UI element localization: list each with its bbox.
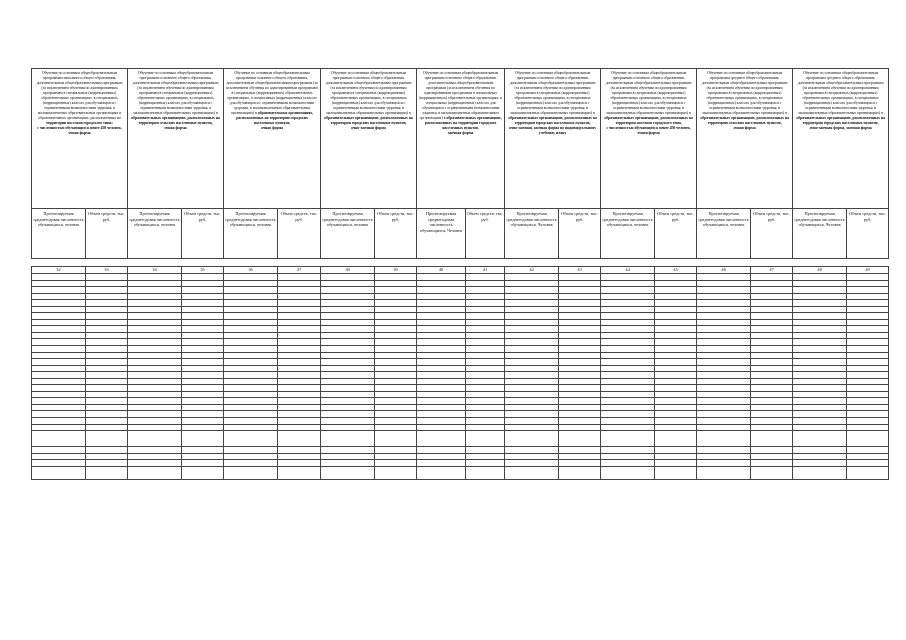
group-header-3: [224, 69, 321, 209]
group-header-text: Обучение по основным общеобразовательным программам среднего общего образования, дополнительным общеобразовательным программам (за исключением обучения по адаптированным программам в специальных (коррекционных) образовательных организациях, в специальных (коррекционных) классах для обучающихся с ограниченными возможностями здоровья, в малокомплектных образовательных организациях) в: [797, 71, 884, 115]
volume-header-text: Объем средств, тыс. руб.: [466, 211, 504, 222]
gap-cell: [505, 259, 559, 267]
data-cell[interactable]: [751, 466, 793, 479]
group-header-location: образовательных организациях, расположенных на территории городских населенных пунктов,: [796, 116, 885, 125]
data-cell[interactable]: [278, 431, 321, 447]
data-cell[interactable]: [601, 431, 655, 447]
data-cell[interactable]: [655, 431, 697, 447]
data-cell[interactable]: [466, 431, 505, 447]
data-cell[interactable]: [86, 431, 128, 447]
data-cell[interactable]: [793, 431, 847, 447]
group-header-6: [505, 69, 601, 209]
data-cell[interactable]: [505, 466, 559, 479]
count-header: [505, 209, 559, 259]
volume-header-text: Объем средств, тыс. руб.: [849, 211, 887, 222]
group-header-form: заочная форма: [447, 131, 474, 135]
data-cell[interactable]: [847, 431, 889, 447]
group-header-form: очная форма: [733, 126, 756, 130]
group-header-form: очная форма: [164, 126, 187, 130]
count-header-text: Прогнозируемая среднегодовая численность обучающихся, человек: [33, 211, 84, 228]
budget-table: [31, 68, 889, 480]
gap-cell: [466, 259, 505, 267]
column-number: 49: [847, 267, 889, 274]
data-cell[interactable]: [224, 431, 278, 447]
gap-cell: [86, 259, 128, 267]
gap-cell: [278, 259, 321, 267]
column-number: 42: [505, 267, 559, 274]
data-cell[interactable]: [128, 431, 182, 447]
column-number: 44: [601, 267, 655, 274]
group-header-location: образовательных организациях, расположенных на территории сельских населенных пунктов,: [131, 116, 220, 125]
data-cell[interactable]: [751, 431, 793, 447]
data-cell[interactable]: [32, 431, 86, 447]
gap-cell: [697, 259, 751, 267]
data-cell[interactable]: [847, 466, 889, 479]
data-cell[interactable]: [182, 466, 224, 479]
count-header: [32, 209, 86, 259]
gap-cell: [417, 259, 466, 267]
gap-cell: [128, 259, 182, 267]
count-header: [224, 209, 278, 259]
column-number: 46: [697, 267, 751, 274]
group-header-location: образовательных организациях, расположенных на территории сельских населенных пунктов,: [700, 116, 789, 125]
group-header-8: [697, 69, 793, 209]
group-header-location: территории поселков городского типа»: [45, 121, 114, 125]
group-header-form: очно-заочная, заочная форма по индивидуальному учебному плану: [509, 126, 597, 135]
group-header-location: образовательных организациях, расположенных на территории городских населенных пунктов,: [424, 116, 502, 130]
column-number: 39: [375, 267, 417, 274]
column-number: 32: [32, 267, 86, 274]
group-header-text: Обучение по основным общеобразовательным программам основного общего образования, дополнительным общеобразовательным программам (за исключением обучения по адаптированным программам в специальных (коррекционных) образовательных организациях, в специальных (коррекционных) классах для обучающихся с ограниченными возможностями здоровья, в малокомплектных образовательных организациях) в: [509, 71, 596, 115]
group-header-5: [417, 69, 505, 209]
column-number: 41: [466, 267, 505, 274]
group-header-form: очно-заочная форма, заочная форма: [809, 126, 872, 130]
group-header-text: Обучение по основным общеобразовательным программам основного общего образования, дополнительным общеобразовательным программам (за исключением обучения по адаптированным программам в специальных (коррекционных) образовательных организациях, в специальных (коррекционных) классах для обучающихся с ограниченными возможностями здоровья, в малокомплектных образовательных организациях) в: [419, 71, 502, 120]
volume-header: [559, 209, 601, 259]
data-cell[interactable]: [655, 466, 697, 479]
gap-cell: [32, 259, 86, 267]
data-cell[interactable]: [793, 466, 847, 479]
volume-header-text: Объем средств, тыс. руб.: [377, 211, 414, 222]
data-cell[interactable]: [375, 431, 417, 447]
volume-header-text: Объем средств, тыс. руб.: [280, 211, 318, 222]
group-header-2: [128, 69, 224, 209]
volume-header: [466, 209, 505, 259]
volume-header: [86, 209, 128, 259]
data-cell[interactable]: [417, 431, 466, 447]
data-cell[interactable]: [559, 466, 601, 479]
group-header-location: образовательных организациях, расположенных на территории городских населенных пунктов,: [508, 116, 597, 125]
data-cell[interactable]: [375, 466, 417, 479]
sub-header-row: [32, 209, 889, 259]
group-header-text: Обучение по основным общеобразовательным программам среднего общего образования, дополнительным общеобразовательным программам (за исключением обучения по адаптированным программам в специальных (коррекционных) образовательных организациях, в специальных (коррекционных) классах для обучающихся с ограниченными возможностями здоровья, в малокомплектных образовательных организациях) в: [701, 71, 788, 115]
volume-header: [182, 209, 224, 259]
group-header-form: очно-заочная форма: [351, 126, 386, 130]
count-header: [601, 209, 655, 259]
count-header: [128, 209, 182, 259]
group-header-text: Обучение по основным общеобразовательным программам основного общего образования, дополнительным общеобразовательным программам (за исключением обучения по адаптированным программам в специальных (коррекционных) образовательных организациях, в специальных (коррекционных) классах для обучающихся с ограниченными возможностями здоровья, в малокомплектных образовательных организациях) в: [132, 71, 219, 115]
data-cell[interactable]: [697, 466, 751, 479]
gap-cell: [655, 259, 697, 267]
group-header-location: образовательных организациях, расположенных на территории городских населенных пунктов,: [236, 111, 314, 125]
data-row: [32, 431, 889, 447]
data-cell[interactable]: [601, 466, 655, 479]
gap-cell: [321, 259, 375, 267]
group-header-text: Обучение по основным общеобразовательным программам основного общего образования, дополнительным общеобразовательным программам (за исключением обучения по адаптированным программам в специальных (коррекционных) образовательных организациях, в специальных (коррекционных) классах для обучающихся с ограниченными возможностями здоровья, в малокомплектных образовательных организациях) в: [605, 71, 692, 115]
data-cell[interactable]: [466, 466, 505, 479]
data-cell[interactable]: [559, 431, 601, 447]
column-number: 33: [86, 267, 128, 274]
group-header-9: [793, 69, 889, 209]
count-header: [417, 209, 466, 259]
column-number: 48: [793, 267, 847, 274]
column-number: 40: [417, 267, 466, 274]
volume-header-text: Объем средств, тыс. руб.: [184, 211, 221, 222]
data-cell[interactable]: [32, 466, 86, 479]
data-row: [32, 466, 889, 479]
volume-header: [751, 209, 793, 259]
volume-header-text: Объем средств, тыс. руб.: [561, 211, 599, 222]
count-header-text: Прогнозируемая среднегодовая численность обучающихся, человек: [602, 211, 653, 228]
column-number: 45: [655, 267, 697, 274]
group-header-form: очная форма: [261, 126, 284, 130]
data-cell[interactable]: [182, 431, 224, 447]
column-number: 38: [321, 267, 375, 274]
group-header-4: [321, 69, 417, 209]
data-cell[interactable]: [505, 431, 559, 447]
group-header-row: [32, 69, 889, 209]
data-cell[interactable]: [128, 466, 182, 479]
gap-cell: [847, 259, 889, 267]
column-number: 37: [278, 267, 321, 274]
volume-header: [847, 209, 889, 259]
data-cell[interactable]: [321, 431, 375, 447]
gap-cell: [182, 259, 224, 267]
count-header: [321, 209, 375, 259]
volume-header-text: Объем средств, тыс. руб.: [657, 211, 695, 222]
header-gap-row: [32, 259, 889, 267]
volume-header: [375, 209, 417, 259]
column-number: 43: [559, 267, 601, 274]
count-header: [697, 209, 751, 259]
group-header-text: Обучение по основным общеобразовательным программам основного общего образования, дополнительным общеобразовательным программам (за исключением обучения по адаптированным программам в специальных (коррекционных) образовательных организациях, в специальных (коррекционных) классах для обучающихся с ограниченными возможностями здоровья, в малокомплектных образовательных организациях) в: [325, 71, 412, 115]
count-header-text: Прогнозируемая среднегодовая численность обучающихся, Человек: [419, 211, 463, 233]
column-number: 36: [224, 267, 278, 274]
count-header-text: Прогнозируемая среднегодовая численность обучающихся, человек: [322, 211, 373, 228]
group-header-1: [32, 69, 128, 209]
column-number: 34: [128, 267, 182, 274]
gap-cell: [224, 259, 278, 267]
group-header-form: с численностью обучающихся менее 450 человек, очная форма: [37, 126, 122, 135]
count-header: [793, 209, 847, 259]
data-cell[interactable]: [86, 466, 128, 479]
count-header-text: Прогнозируемая среднегодовая численность обучающихся, человек: [129, 211, 180, 228]
group-header-text: Обучение по основным общеобразовательным программам начального общего образования, дополнительным общеобразовательным программам (за исключением обучения по адаптированным программам в специальных (коррекционных) образовательных организациях, в специальных (коррекционных) классах для обучающихся с ограниченными возможностями здоровья, в малокомплектных образовательных организациях и образовательных организациях, расположенных на: [36, 71, 123, 120]
count-header-text: Прогнозируемая среднегодовая численность обучающихся, человек: [225, 211, 276, 228]
data-cell[interactable]: [697, 431, 751, 447]
volume-header-text: Объем средств, тыс. руб.: [88, 211, 125, 222]
column-number: 47: [751, 267, 793, 274]
count-header-text: Прогнозируемая среднегодовая численность обучающихся, Человек: [506, 211, 557, 228]
gap-cell: [375, 259, 417, 267]
gap-cell: [559, 259, 601, 267]
group-header-location: образовательных организациях, расположенных на территории поселков городского типа,: [604, 116, 693, 125]
column-number-row: [32, 267, 889, 274]
data-cell[interactable]: [224, 466, 278, 479]
volume-header-text: Объем средств, тыс. руб.: [753, 211, 791, 222]
volume-header: [278, 209, 321, 259]
data-cell[interactable]: [321, 466, 375, 479]
column-number: 35: [182, 267, 224, 274]
group-header-form: с численностью обучающихся менее 450 человек, очная форма: [606, 126, 691, 135]
data-cell[interactable]: [278, 466, 321, 479]
count-header-text: Прогнозируемая среднегодовая численность обучающихся, Человек: [794, 211, 845, 228]
gap-cell: [601, 259, 655, 267]
volume-header: [655, 209, 697, 259]
group-header-7: [601, 69, 697, 209]
gap-cell: [793, 259, 847, 267]
gap-cell: [751, 259, 793, 267]
group-header-text: Обучение по основным общеобразовательным программам основного общего образования, дополнительным общеобразовательным программам (за исключением обучения по адаптированным программам в специальных (коррекционных) образовательных организациях, в специальных (коррекционных) классах для обучающихся с ограниченными возможностями здоровья, в малокомплектных образовательных организациях) в: [226, 71, 318, 115]
budget-table-sheet: [31, 68, 888, 480]
group-header-location: образовательных организациях, расположенных на территории городских населенных пунктов,: [324, 116, 413, 125]
count-header-text: Прогнозируемая среднегодовая численность обучающихся, человек: [698, 211, 749, 228]
data-cell[interactable]: [417, 466, 466, 479]
